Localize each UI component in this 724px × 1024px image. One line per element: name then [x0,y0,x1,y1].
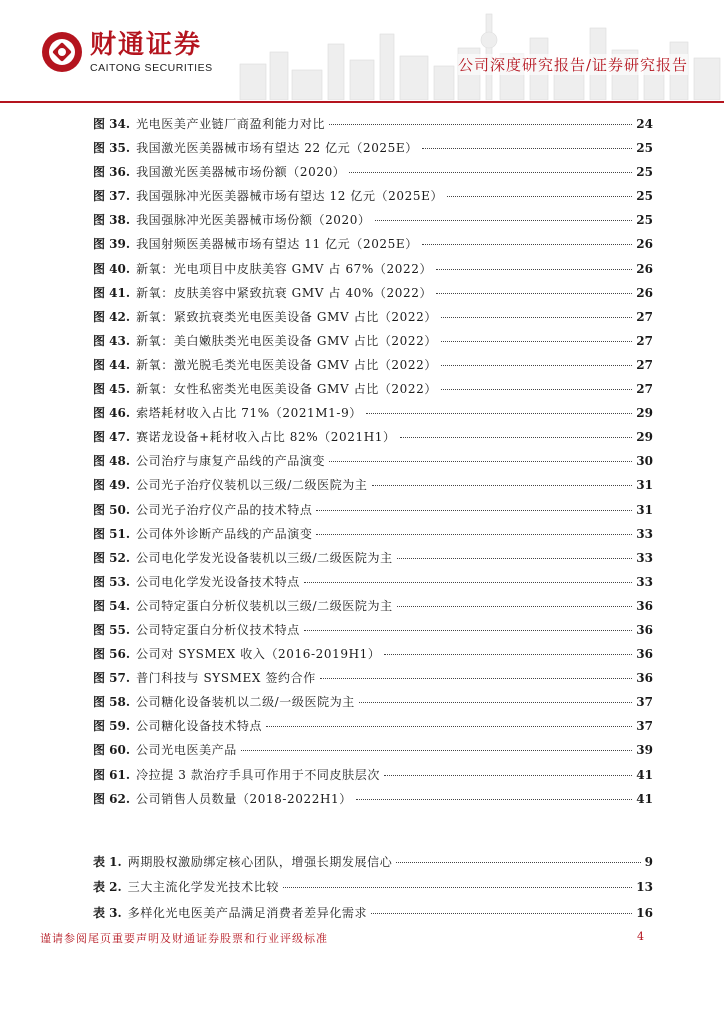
figure-entry[interactable] [93,546,653,570]
entry-page-number: 16 [636,905,653,920]
dot-leader [447,196,632,197]
page-footer [40,930,644,950]
entry-page-number: 31 [636,478,653,493]
entry-number: 图 62. [93,791,131,806]
entry-number: 图 61. [93,767,131,782]
dot-leader [349,172,632,173]
dot-leader [397,558,633,559]
entry-page-number: 30 [636,454,653,469]
entry-title: 赛诺龙设备+耗材收入占比 82%（2021H1） [136,430,396,445]
dot-leader [316,534,632,535]
entry-title: 公司治疗与康复产品线的产品演变 [136,454,326,469]
entry-title: 索塔耗材收入占比 71%（2021M1-9） [136,406,362,421]
figure-entry[interactable] [93,570,653,594]
entry-page-number: 33 [636,550,653,565]
dot-leader [384,654,632,655]
entry-page-number: 26 [636,237,653,252]
entry-number: 图 57. [93,671,131,686]
dot-leader [366,413,632,414]
figure-entry[interactable] [93,281,653,305]
entry-page-number: 27 [636,382,653,397]
dot-leader [441,365,632,366]
dot-leader [441,389,632,390]
entry-title: 普门科技与 SYSMEX 签约合作 [136,671,316,686]
company-logo [40,30,213,74]
entry-number: 图 43. [93,333,131,348]
dot-leader [441,341,632,342]
entry-number: 图 50. [93,502,131,517]
entry-page-number: 27 [636,357,653,372]
dot-leader [320,678,632,679]
disclaimer-note: 谨请参阅尾页重要声明及财通证券股票和行业评级标准 [40,932,328,945]
entry-title: 我国激光医美器械市场有望达 22 亿元（2025E） [136,141,418,156]
dot-leader [359,702,632,703]
dot-leader [397,606,633,607]
page-header [0,0,724,108]
dot-leader [384,775,632,776]
entry-page-number: 25 [636,213,653,228]
dot-leader [241,750,632,751]
entry-page-number: 13 [636,880,653,895]
entry-number: 图 54. [93,598,131,613]
entry-title: 三大主流化学发光技术比较 [127,880,279,895]
entry-title: 公司特定蛋白分析仪技术特点 [136,622,300,637]
page-number: 4 [637,930,644,943]
logo-chinese-name: 财通证券 [90,29,203,60]
entry-page-number: 9 [644,855,653,869]
entry-page-number: 41 [636,791,653,806]
logo-english-name: CAITONG SECURITIES [90,61,213,74]
entry-number: 图 48. [93,454,131,469]
entry-number: 图 51. [93,526,131,541]
entry-title: 公司光子治疗仪装机以三级/二级医院为主 [136,478,368,493]
entry-title: 新氧：光电项目中皮肤美容 GMV 占 67%（2022） [136,261,433,276]
dot-leader [329,461,632,462]
figure-entry[interactable] [93,232,653,256]
entry-number: 图 53. [93,574,131,589]
dot-leader [329,124,632,125]
entry-title: 公司体外诊断产品线的产品演变 [136,526,313,541]
entry-page-number: 24 [636,117,653,131]
figure-entry[interactable] [93,594,653,618]
figure-entry[interactable] [93,473,653,497]
entry-title: 公司糖化设备技术特点 [136,719,263,734]
figure-entry[interactable] [93,353,653,377]
entry-title: 我国射频医美器械市场有望达 11 亿元（2025E） [136,237,418,252]
figure-entry[interactable] [93,401,653,425]
figure-entry[interactable] [93,714,653,738]
dot-leader [371,913,632,914]
figure-entry[interactable] [93,257,653,281]
figure-entry[interactable] [93,763,653,787]
entry-number: 图 44. [93,357,131,372]
figure-entry[interactable] [93,305,653,329]
entry-number: 图 35. [93,141,131,156]
figure-entry[interactable] [93,329,653,353]
dot-leader [356,799,632,800]
entry-number: 图 45. [93,382,131,397]
entry-number: 图 42. [93,309,131,324]
figure-entry[interactable] [93,738,653,762]
entry-page-number: 36 [636,622,653,637]
dot-leader [316,510,632,511]
entry-title: 新氧：激光脱毛类光电医美设备 GMV 占比（2022） [136,357,437,372]
entry-page-number: 27 [636,333,653,348]
dot-leader [422,148,632,149]
entry-number: 图 60. [93,743,131,758]
dot-leader [304,582,632,583]
report-type-label: 公司深度研究报告/证券研究报告 [457,56,688,74]
entry-page-number: 37 [636,719,653,734]
table-entry[interactable] [93,850,653,875]
figure-entry[interactable] [93,522,653,546]
caitong-logo-icon [40,30,84,74]
figure-list [93,112,653,811]
entry-page-number: 33 [636,574,653,589]
entry-page-number: 26 [636,285,653,300]
entry-number: 图 37. [93,189,131,204]
entry-title: 多样化光电医美产品满足消费者差异化需求 [127,905,368,920]
entry-title: 我国激光医美器械市场份额（2020） [136,165,346,180]
entry-title: 公司糖化设备装机以二级/一级医院为主 [136,695,355,710]
city-skyline-graphic [230,4,724,100]
entry-number: 图 46. [93,406,131,421]
entry-page-number: 37 [636,695,653,710]
entry-page-number: 27 [636,309,653,324]
figure-entry[interactable] [93,449,653,473]
entry-page-number: 36 [636,671,653,686]
figure-entry[interactable] [93,184,653,208]
figure-entry[interactable] [93,498,653,522]
table-entry[interactable] [93,901,653,926]
figure-entry[interactable] [93,112,653,136]
header-divider [0,101,724,103]
entry-title: 新氧：皮肤美容中紧致抗衰 GMV 占 40%（2022） [136,285,433,300]
entry-title: 公司特定蛋白分析仪装机以三级/二级医院为主 [136,598,393,613]
entry-title: 光电医美产业链厂商盈利能力对比 [136,117,326,131]
entry-title: 公司光子治疗仪产品的技术特点 [136,502,313,517]
dot-leader [266,726,632,727]
entry-title: 公司光电医美产品 [136,743,237,758]
entry-number: 图 40. [93,261,131,276]
dot-leader [375,220,633,221]
entry-page-number: 26 [636,261,653,276]
entry-number: 表 2. [93,880,122,895]
dot-leader [436,293,632,294]
dot-leader [372,485,633,486]
entry-number: 表 1. [93,855,122,869]
entry-title: 公司电化学发光设备技术特点 [136,574,300,589]
entry-title: 两期股权激励绑定核心团队，增强长期发展信心 [127,855,393,869]
table-list [93,850,653,926]
entry-page-number: 36 [636,647,653,662]
entry-page-number: 25 [636,141,653,156]
entry-title: 公司电化学发光设备装机以三级/二级医院为主 [136,550,393,565]
entry-page-number: 41 [636,767,653,782]
figure-entry[interactable] [93,618,653,642]
entry-number: 图 52. [93,550,131,565]
entry-title: 公司对 SYSMEX 收入（2016-2019H1） [136,647,381,662]
figure-entry[interactable] [93,136,653,160]
entry-page-number: 39 [636,743,653,758]
entry-number: 图 47. [93,430,131,445]
entry-title: 冷拉提 3 款治疗手具可作用于不同皮肤层次 [136,767,380,782]
entry-page-number: 36 [636,598,653,613]
entry-title: 新氧：紧致抗衰类光电医美设备 GMV 占比（2022） [136,309,437,324]
entry-number: 图 55. [93,622,131,637]
entry-number: 图 38. [93,213,131,228]
dot-leader [283,887,632,888]
entry-page-number: 25 [636,189,653,204]
entry-number: 图 56. [93,647,131,662]
entry-number: 表 3. [93,905,122,920]
figure-entry[interactable] [93,208,653,232]
dot-leader [441,317,632,318]
entry-page-number: 33 [636,526,653,541]
figure-entry[interactable] [93,787,653,811]
entry-title: 我国强脉冲光医美器械市场份额（2020） [136,213,371,228]
entry-title: 我国强脉冲光医美器械市场有望达 12 亿元（2025E） [136,189,444,204]
entry-page-number: 31 [636,502,653,517]
table-entry[interactable] [93,875,653,900]
entry-title: 公司销售人员数量（2018-2022H1） [136,791,352,806]
entry-number: 图 34. [93,117,131,131]
dot-leader [400,437,633,438]
entry-number: 图 41. [93,285,131,300]
entry-page-number: 25 [636,165,653,180]
entry-number: 图 58. [93,695,131,710]
figure-entry[interactable] [93,377,653,401]
figure-entry[interactable] [93,642,653,666]
figure-entry[interactable] [93,425,653,449]
dot-leader [422,244,632,245]
entry-number: 图 49. [93,478,131,493]
entry-number: 图 36. [93,165,131,180]
figure-entry[interactable] [93,160,653,184]
entry-number: 图 59. [93,719,131,734]
dot-leader [304,630,632,631]
dot-leader [396,862,640,863]
figure-entry[interactable] [93,666,653,690]
dot-leader [436,269,632,270]
entry-title: 新氧：女性私密类光电医美设备 GMV 占比（2022） [136,382,437,397]
entry-title: 新氧：美白嫩肤类光电医美设备 GMV 占比（2022） [136,333,437,348]
figure-entry[interactable] [93,690,653,714]
entry-page-number: 29 [636,430,653,445]
entry-page-number: 29 [636,406,653,421]
entry-number: 图 39. [93,237,131,252]
